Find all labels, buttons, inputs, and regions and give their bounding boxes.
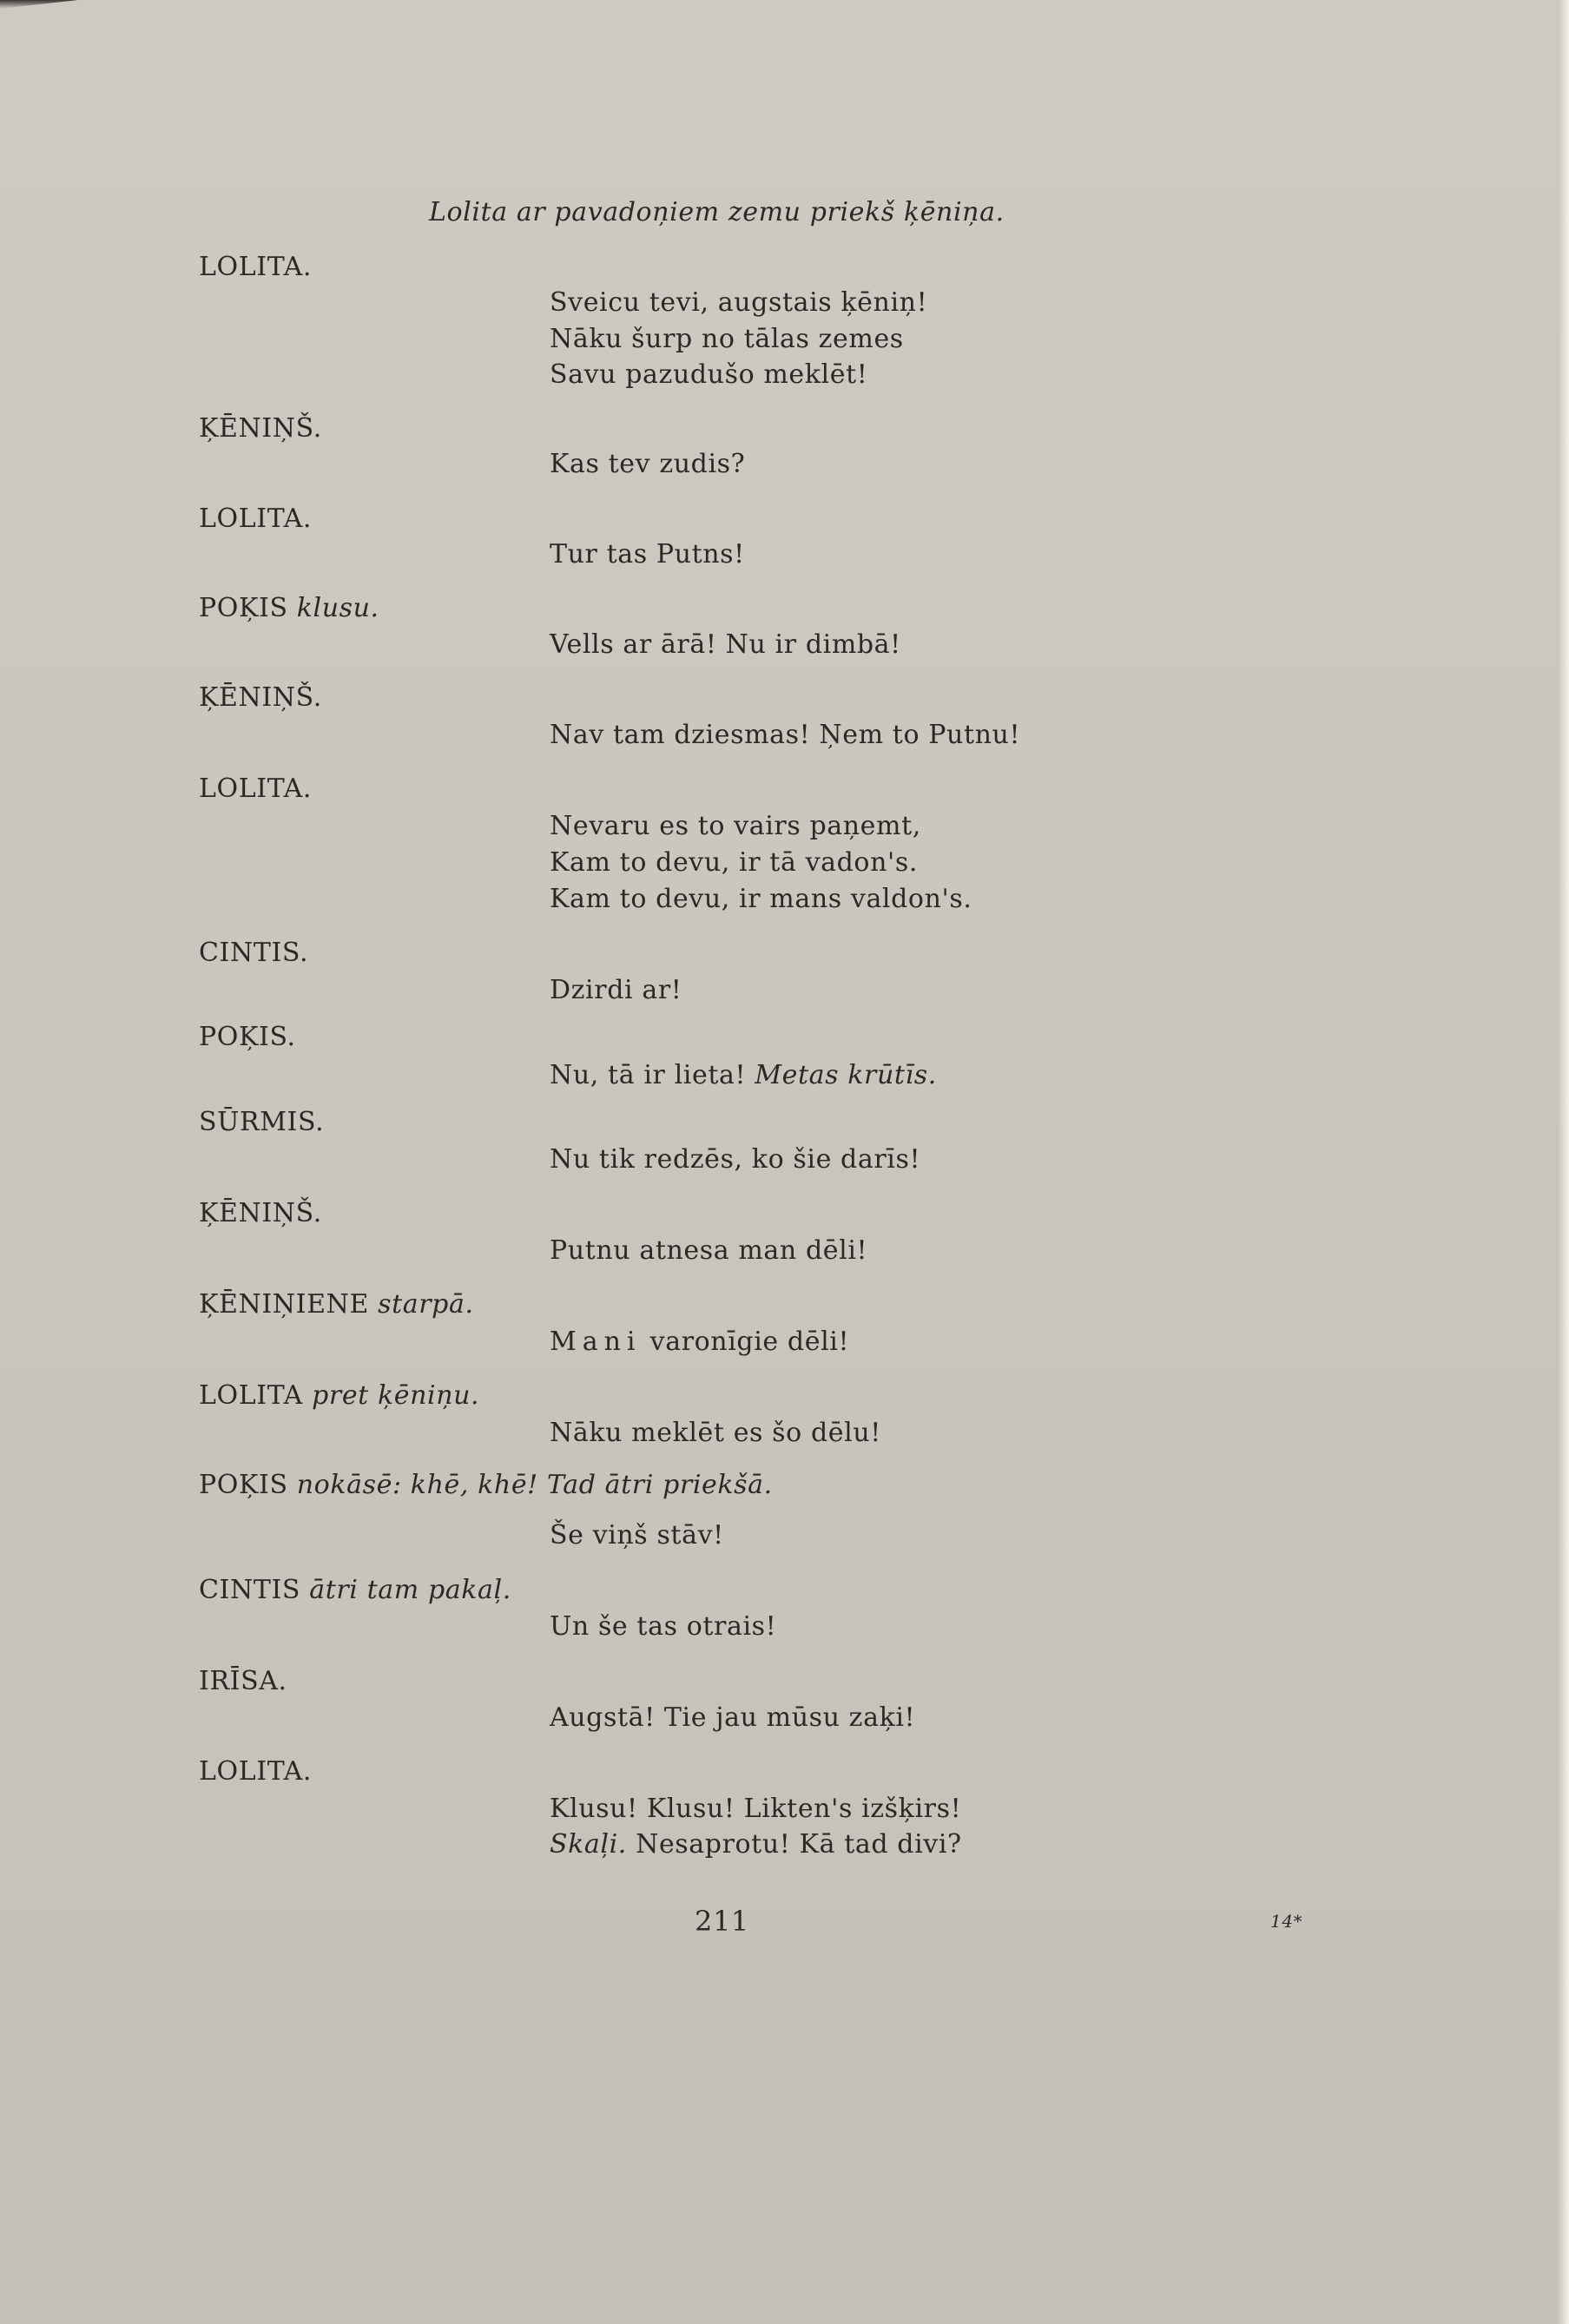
speaker-name: ĶĒNIŅIENE — [199, 1289, 369, 1320]
speaker-name: LOLITA. — [199, 504, 313, 534]
verse-line: Nevaru es to vairs paņemt, — [550, 811, 921, 841]
stage-direction: klusu. — [296, 593, 379, 623]
verse-line: Un še tas otrais! — [550, 1611, 777, 1642]
stage-direction: pret ķēniņu. — [312, 1380, 480, 1411]
verse-line: Nāku šurp no tālas zemes — [550, 324, 904, 354]
verse-line: Še viņš stāv! — [550, 1520, 724, 1550]
speaker-name: POĶIS. — [199, 1022, 296, 1052]
verse-line: Savu pazudušo meklēt! — [550, 359, 868, 390]
verse-line: Nāku meklēt es šo dēlu! — [550, 1418, 881, 1448]
speaker-name-with-direction — [199, 590, 379, 627]
speaker-name-with-direction — [199, 1287, 474, 1323]
speaker-name: ĶĒNIŅŠ. — [199, 1198, 322, 1228]
stage-direction: ātri tam pakaļ. — [309, 1575, 511, 1605]
verse-line: Klusu! Klusu! Likten's izšķirs! — [550, 1794, 962, 1824]
verse-line-with-direction — [550, 1827, 962, 1863]
verse-line: Tur tas Putns! — [550, 539, 745, 569]
speaker-name: POĶIS — [199, 593, 288, 623]
stage-direction-top: Lolita ar pavadoņiem zemu priekš ķēniņa. — [429, 197, 1005, 227]
verse-line: Putnu atnesa man dēli! — [550, 1235, 868, 1266]
verse-text: Nesaprotu! Kā tad divi? — [636, 1829, 962, 1860]
verse-line: Dzirdi ar! — [550, 975, 682, 1005]
verse-line: Vells ar ārā! Nu ir dimbā! — [550, 629, 901, 660]
stage-direction: Metas krūtīs. — [755, 1060, 937, 1090]
verse-line: Augstā! Tie jau mūsu zaķi! — [550, 1702, 916, 1733]
stage-direction: Skaļi. — [550, 1829, 627, 1860]
speaker-name: CINTIS. — [199, 938, 309, 968]
speaker-name: IRĪSA. — [199, 1666, 287, 1696]
verse-line: Kam to devu, ir mans valdon's. — [550, 884, 972, 914]
speaker-name: ĶĒNIŅŠ. — [199, 413, 322, 444]
speaker-name-with-direction — [199, 1467, 773, 1504]
stage-direction: nokāsē: khē, khē! Tad ātri priekšā. — [296, 1470, 773, 1500]
speaker-name: LOLITA. — [199, 1756, 313, 1787]
speaker-name: SŪRMIS. — [199, 1107, 325, 1137]
page-edge — [1557, 0, 1569, 2324]
speaker-name: ĶĒNIŅŠ. — [199, 682, 322, 713]
verse-line: Nav tam dziesmas! Ņem to Putnu! — [550, 720, 1021, 750]
speaker-name: CINTIS — [199, 1575, 301, 1605]
verse-line: Nu tik redzēs, ko šie darīs! — [550, 1144, 921, 1175]
page-number: 211 — [695, 1905, 749, 1938]
spaced-word: Mani — [550, 1327, 642, 1357]
verse-line — [550, 1324, 849, 1360]
speaker-name: LOLITA — [199, 1380, 303, 1411]
speaker-name-with-direction — [199, 1378, 479, 1414]
speaker-name-with-direction — [199, 1572, 511, 1609]
page-corner-shadow — [0, 0, 78, 9]
speaker-name: LOLITA. — [199, 774, 313, 804]
verse-text: varonīgie dēli! — [649, 1327, 850, 1357]
signature-mark: 14* — [1270, 1911, 1303, 1932]
verse-line: Sveicu tevi, augstais ķēniņ! — [550, 287, 928, 318]
stage-direction: starpā. — [378, 1289, 474, 1320]
verse-line: Kas tev zudis? — [550, 449, 746, 479]
verse-line: Kam to devu, ir tā vadon's. — [550, 847, 918, 878]
verse-text: Nu, tā ir lieta! — [550, 1060, 747, 1090]
speaker-name: POĶIS — [199, 1470, 288, 1500]
speaker-name: LOLITA. — [199, 252, 313, 282]
verse-line-with-direction — [550, 1057, 937, 1094]
